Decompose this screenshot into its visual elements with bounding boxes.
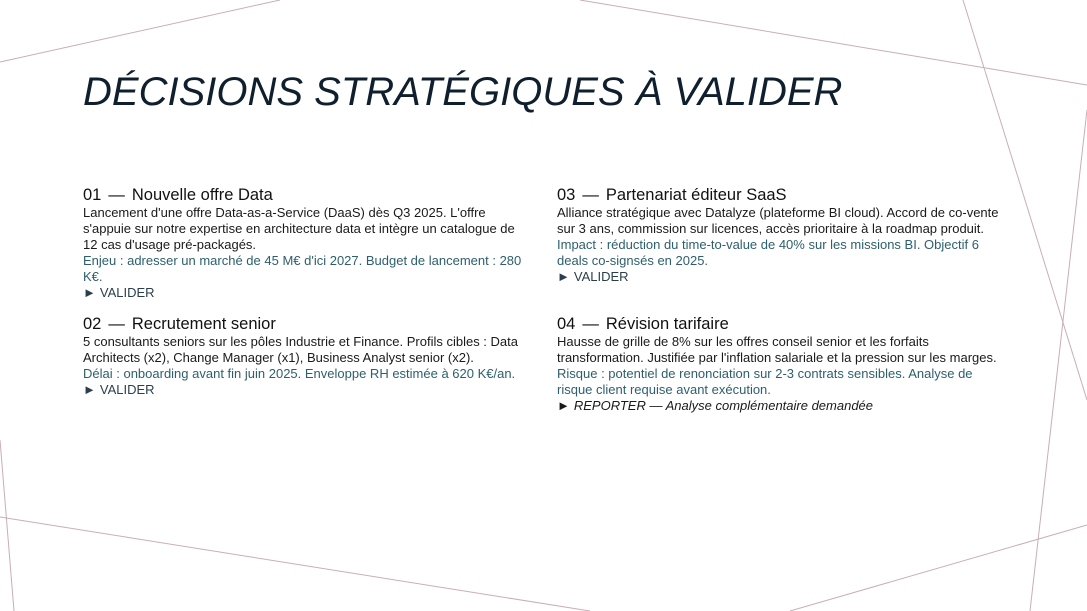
card-title: Recrutement senior bbox=[131, 315, 276, 333]
action-label: VALIDER bbox=[573, 269, 629, 284]
deco-line-top-left bbox=[0, 0, 280, 62]
validate-action[interactable] bbox=[83, 382, 528, 398]
action-label: VALIDER bbox=[99, 285, 155, 300]
card-separator: — bbox=[582, 186, 599, 204]
card-note: Impact : réduction du time-to-value de 40% sur les missions BI. Objectif 6 deals co-signsés en 2025. bbox=[557, 237, 979, 268]
play-arrow-icon: ► bbox=[557, 269, 570, 284]
card-heading bbox=[557, 185, 1002, 205]
card-separator: — bbox=[108, 186, 125, 204]
decision-card-02 bbox=[83, 314, 528, 398]
deco-line-left-short bbox=[0, 440, 14, 611]
action-label: REPORTER — Analyse complémentaire demandée bbox=[573, 398, 874, 413]
deco-line-bottom-right bbox=[790, 525, 1087, 611]
card-number: 04 bbox=[557, 315, 576, 333]
card-note: Risque : potentiel de renonciation sur 2-3 contrats sensibles. Analyse de risque client requise avant exécution. bbox=[557, 366, 973, 397]
card-description: Hausse de grille de 8% sur les offres conseil senior et les forfaits transformation. Justifiée par l'inflation salariale et la pression sur les marges. bbox=[557, 334, 997, 365]
card-description: 5 consultants seniors sur les pôles Industrie et Finance. Profils cibles : Data Architects (x2), Change Manager (x1), Business Analyst senior (x2). bbox=[83, 334, 518, 365]
card-separator: — bbox=[582, 315, 599, 333]
card-note: Délai : onboarding avant fin juin 2025. Enveloppe RH estimée à 620 K€/an. bbox=[83, 366, 516, 381]
card-title: Révision tarifaire bbox=[605, 315, 729, 333]
card-title: Partenariat éditeur SaaS bbox=[605, 186, 787, 204]
card-heading bbox=[83, 314, 528, 334]
card-number: 03 bbox=[557, 186, 576, 204]
card-heading bbox=[83, 185, 528, 205]
postpone-action[interactable] bbox=[557, 398, 1002, 414]
page-title: DÉCISIONS STRATÉGIQUES À VALIDER bbox=[83, 70, 843, 114]
card-number: 02 bbox=[83, 315, 102, 333]
play-arrow-icon: ► bbox=[83, 285, 96, 300]
card-separator: — bbox=[108, 315, 125, 333]
decision-card-03 bbox=[557, 185, 1002, 285]
action-label: VALIDER bbox=[99, 382, 155, 397]
card-number: 01 bbox=[83, 186, 102, 204]
validate-action[interactable] bbox=[83, 285, 528, 301]
deco-line-left-bottom bbox=[0, 517, 590, 611]
play-arrow-icon: ► bbox=[557, 398, 570, 413]
decision-card-01 bbox=[83, 185, 528, 301]
card-note: Enjeu : adresser un marché de 45 M€ d'ici 2027. Budget de lancement : 280 K€. bbox=[83, 253, 522, 284]
card-title: Nouvelle offre Data bbox=[131, 186, 273, 204]
card-description: Lancement d'une offre Data-as-a-Service (DaaS) dès Q3 2025. L'offre s'appuie sur notre expertise en architecture data et intègre un catalogue de 12 cas d'usage pré-packagés. bbox=[83, 205, 515, 252]
validate-action[interactable] bbox=[557, 269, 1002, 285]
play-arrow-icon: ► bbox=[83, 382, 96, 397]
deco-line-right-lower bbox=[1030, 110, 1087, 611]
card-description: Alliance stratégique avec Datalyze (plateforme BI cloud). Accord de co-vente sur 3 ans, commission sur licences, accès prioritaire à la roadmap produit. bbox=[557, 205, 999, 236]
decision-card-04 bbox=[557, 314, 1002, 414]
card-heading bbox=[557, 314, 1002, 334]
